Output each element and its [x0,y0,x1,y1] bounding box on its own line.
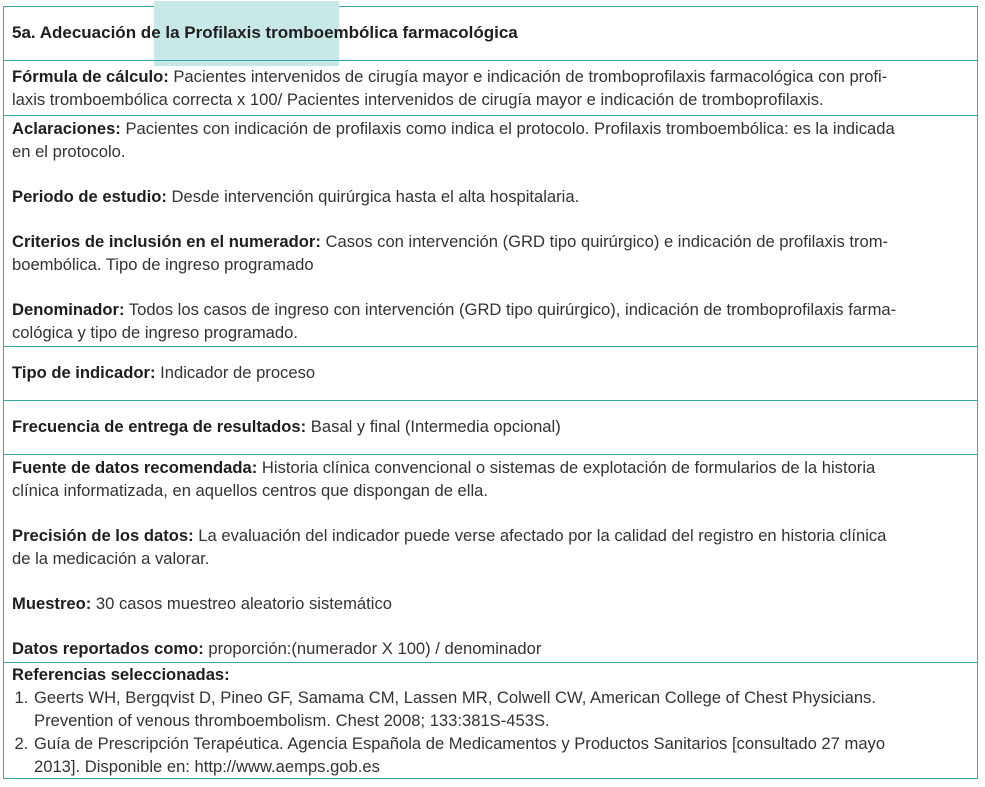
reference-item [33,686,967,732]
fuente-text-cont: clínica informatizada, en aquellos centros que dispongan de ella. [12,481,488,500]
criterios-label: Criterios de inclusión en el numerador: [12,232,321,251]
precision-text: La evaluación del indicador puede verse afectado por la calidad del registro en historia clínica [193,526,887,545]
references-list [12,686,967,778]
frecuencia-label: Frecuencia de entrega de resultados: [12,417,307,436]
periodo-label: Periodo de estudio: [12,187,167,206]
tipo-label: Tipo de indicador: [12,363,156,382]
formula-text-cont: laxis tromboembólica correcta x 100/ Pacientes intervenidos de cirugía mayor e indicación de tromboprofilaxis. [12,90,824,109]
denominador-text: Todos los casos de ingreso con intervención (GRD tipo quirúrgico), indicación de tromboprofilaxis farma- [124,300,897,319]
tipo-row [4,347,977,401]
muestreo-label: Muestreo: [12,594,92,613]
formula-text: Pacientes intervenidos de cirugía mayor e indicación de tromboprofilaxis farmacológica con profi- [168,67,888,86]
definitions-row [4,116,977,347]
page-title: 5a. Adecuación de la Profilaxis tromboembólica farmacológica [12,23,518,42]
periodo-text: Desde intervención quirúrgica hasta el alta hospitalaria. [166,187,580,206]
criterios-text: Casos con intervención (GRD tipo quirúrgico) e indicación de profilaxis trom- [320,232,889,251]
fuente-label: Fuente de datos recomendada: [12,458,258,477]
precision-label: Precisión de los datos: [12,526,194,545]
aclaraciones-text: Pacientes con indicación de profilaxis como indica el protocolo. Profilaxis tromboembólica: es la indicada [120,119,895,138]
reference-2-line1: Guía de Prescripción Terapéutica. Agencia Española de Medicamentos y Productos Sanitarios [consultado 27 mayo [34,734,886,753]
frecuencia-text: Basal y final (Intermedia opcional) [306,417,561,436]
precision-text-cont: de la medicación a valorar. [12,549,210,568]
aclaraciones-label: Aclaraciones: [12,119,121,138]
reference-1-line1: Geerts WH, Bergqvist D, Pineo GF, Samama CM, Lassen MR, Colwell CW, American College of Chest Physicians. [34,688,876,707]
formula-label: Fórmula de cálculo: [12,67,169,86]
indicator-sheet [3,6,978,779]
denominador-label: Denominador: [12,300,125,319]
data-source-row [4,455,977,663]
reference-1-line2: Prevention of venous thromboembolism. Chest 2008; 133:381S-453S. [34,711,550,730]
muestreo-text: 30 casos muestreo aleatorio sistemático [91,594,392,613]
denominador-text-cont: cológica y tipo de ingreso programado. [12,323,298,342]
criterios-text-cont: boembólica. Tipo de ingreso programado [12,255,314,274]
datos-text: proporción:(numerador X 100) / denominador [203,639,542,658]
formula-row [4,61,977,116]
references-row [4,663,977,780]
tipo-text: Indicador de proceso [155,363,316,382]
reference-item [33,732,967,778]
reference-2-line2: 2013]. Disponible en: http://www.aemps.gob.es [34,757,380,776]
referencias-label: Referencias seleccionadas: [12,665,230,684]
title-row [4,7,977,61]
datos-label: Datos reportados como: [12,639,204,658]
frecuencia-row [4,401,977,455]
fuente-text: Historia clínica convencional o sistemas de explotación de formularios de la historia [257,458,876,477]
aclaraciones-text-cont: en el protocolo. [12,142,126,161]
